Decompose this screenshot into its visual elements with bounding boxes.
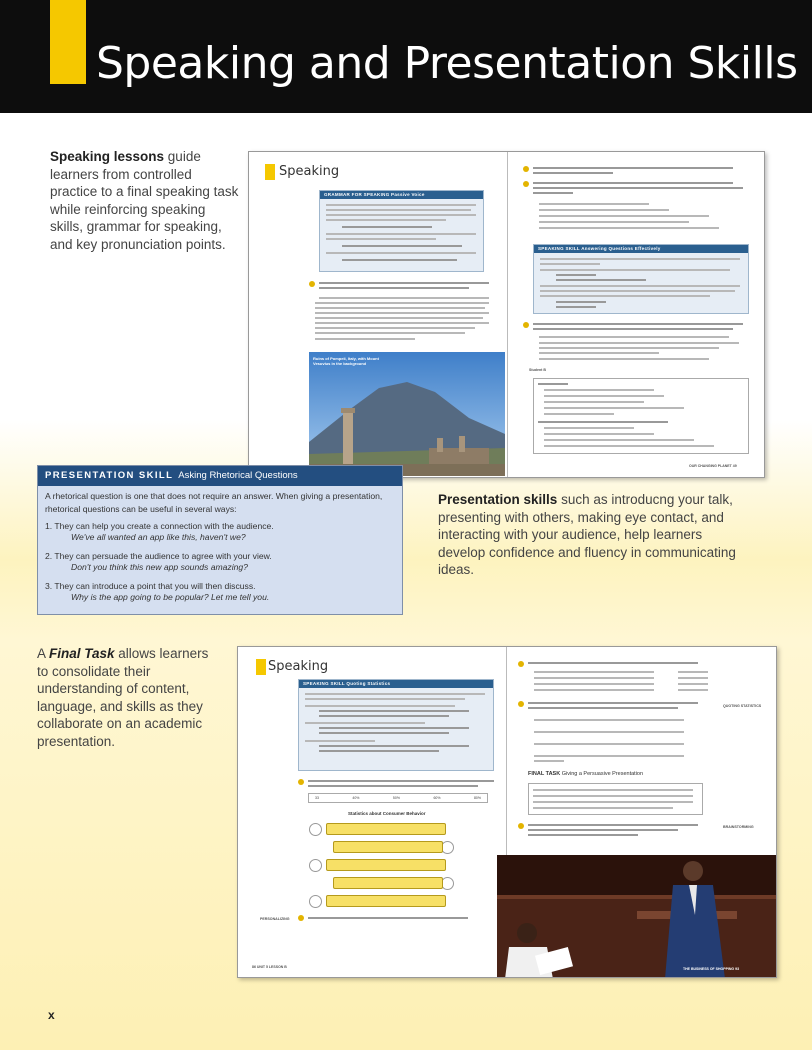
presentation-skill-intro: A rhetorical question is one that does not require an answer. When giving a presentation, rhetorical questions can be useful in several ways:: [45, 491, 383, 514]
answering-questions-box: [533, 244, 749, 314]
percent-item: 60%: [433, 796, 441, 800]
page-title: Speaking and Presentation Skills: [96, 38, 798, 89]
grammar-box: [319, 190, 484, 272]
pompeii-photo: [309, 352, 505, 476]
presentation-skill-header: [38, 466, 402, 486]
final-task-label: Final Task: [49, 646, 115, 661]
tag-brainstorming: BRAINSTORMING: [723, 825, 754, 829]
quoting-statistics-box: [298, 679, 494, 771]
tag-personalizing: PERSONALIZING: [260, 917, 290, 921]
spread-footer-left: 86 UNIT 5 LESSON B: [252, 965, 287, 969]
spread-heading: Speaking: [279, 164, 340, 179]
skill-item-3: 3. They can introduce a point that you will then discuss.: [45, 581, 256, 591]
presentation-skill-label: PRESENTATION SKILL: [45, 470, 174, 481]
final-task-heading: [528, 771, 643, 777]
presenter-photo: [497, 855, 777, 978]
presentation-skills-label: Presentation skills: [438, 492, 558, 507]
presentation-skill-box: [37, 465, 403, 615]
tag-quoting-statistics: QUOTING STATISTICS: [723, 704, 762, 708]
spread-gutter: [507, 152, 508, 477]
stats-title: Statistics about Consumer Behavior: [348, 811, 426, 816]
grammar-box-title: GRAMMAR FOR SPEAKING Passive Voice: [320, 191, 483, 199]
pompeii-illustration: [309, 352, 505, 476]
speaking-lessons-description: [50, 148, 240, 253]
skill-item-2: 2. They can persuade the audience to agree with your view.: [45, 551, 272, 561]
final-task-text: allows learners to consolidate their understanding of content, language, and skills as they collaborate on an academic presentation.: [37, 646, 209, 749]
presenter-illustration: [497, 855, 777, 978]
percent-item: 33: [315, 796, 319, 800]
final-task-spread-thumbnail: [237, 646, 777, 978]
unit-tab: [256, 659, 266, 675]
presentation-skills-text: such as introducng your talk, presenting with others, making eye contact, and interacting with your audience, help learners develop confidence and fluency in communicating ideas.: [438, 492, 736, 577]
spread-heading: Speaking: [268, 659, 329, 674]
percent-item: 50%: [392, 796, 400, 800]
percent-item: 40%: [352, 796, 360, 800]
spread-footer-right: THE BUSINESS OF SHOPPING 93: [683, 967, 740, 971]
banner-accent-bar: [50, 0, 86, 84]
final-task-description: [37, 645, 217, 750]
unit-tab: [265, 164, 275, 180]
page-marker: x: [48, 1008, 55, 1022]
final-task-prefix: A: [37, 646, 50, 661]
speaking-skill-title: SPEAKING SKILL Quoting Statistics: [299, 680, 493, 688]
skill-item-1: 1. They can help you create a connection with the audience.: [45, 521, 274, 531]
final-task-heading-label: FINAL TASK: [528, 771, 561, 777]
skill-example-2: Don't you think this new app sounds amazing?: [71, 562, 248, 572]
presentation-skill-title: Asking Rhetorical Questions: [178, 470, 298, 481]
skill-example-1: We've all wanted an app like this, haven't we?: [71, 532, 246, 542]
speaking-spread-thumbnail: [248, 151, 765, 478]
header-banner: [0, 0, 812, 113]
photo-caption: Ruins of Pompeii, Italy, with Mount Vesuvius in the background: [313, 356, 379, 366]
speaking-lessons-text: guide learners from controlled practice to a final speaking task while reinforcing speaking skills, grammar for speaking, and key pronunciation points.: [50, 149, 239, 252]
skill-example-3: Why is the app going to be popular? Let me tell you.: [71, 592, 270, 602]
student-label: Student B: [529, 368, 546, 372]
student-notes-box: [533, 378, 749, 454]
final-task-box: [528, 783, 703, 815]
percent-item: 80%: [473, 796, 481, 800]
presentation-skills-description: [438, 491, 748, 579]
speaking-lessons-label: Speaking lessons: [50, 149, 165, 164]
percent-row: [308, 793, 488, 803]
spread-footer: OUR CHANGING PLANET 49: [689, 464, 737, 468]
final-task-heading-title: Giving a Persuasive Presentation: [561, 771, 644, 777]
speaking-skill-title: SPEAKING SKILL Answering Questions Effectively: [534, 245, 748, 253]
